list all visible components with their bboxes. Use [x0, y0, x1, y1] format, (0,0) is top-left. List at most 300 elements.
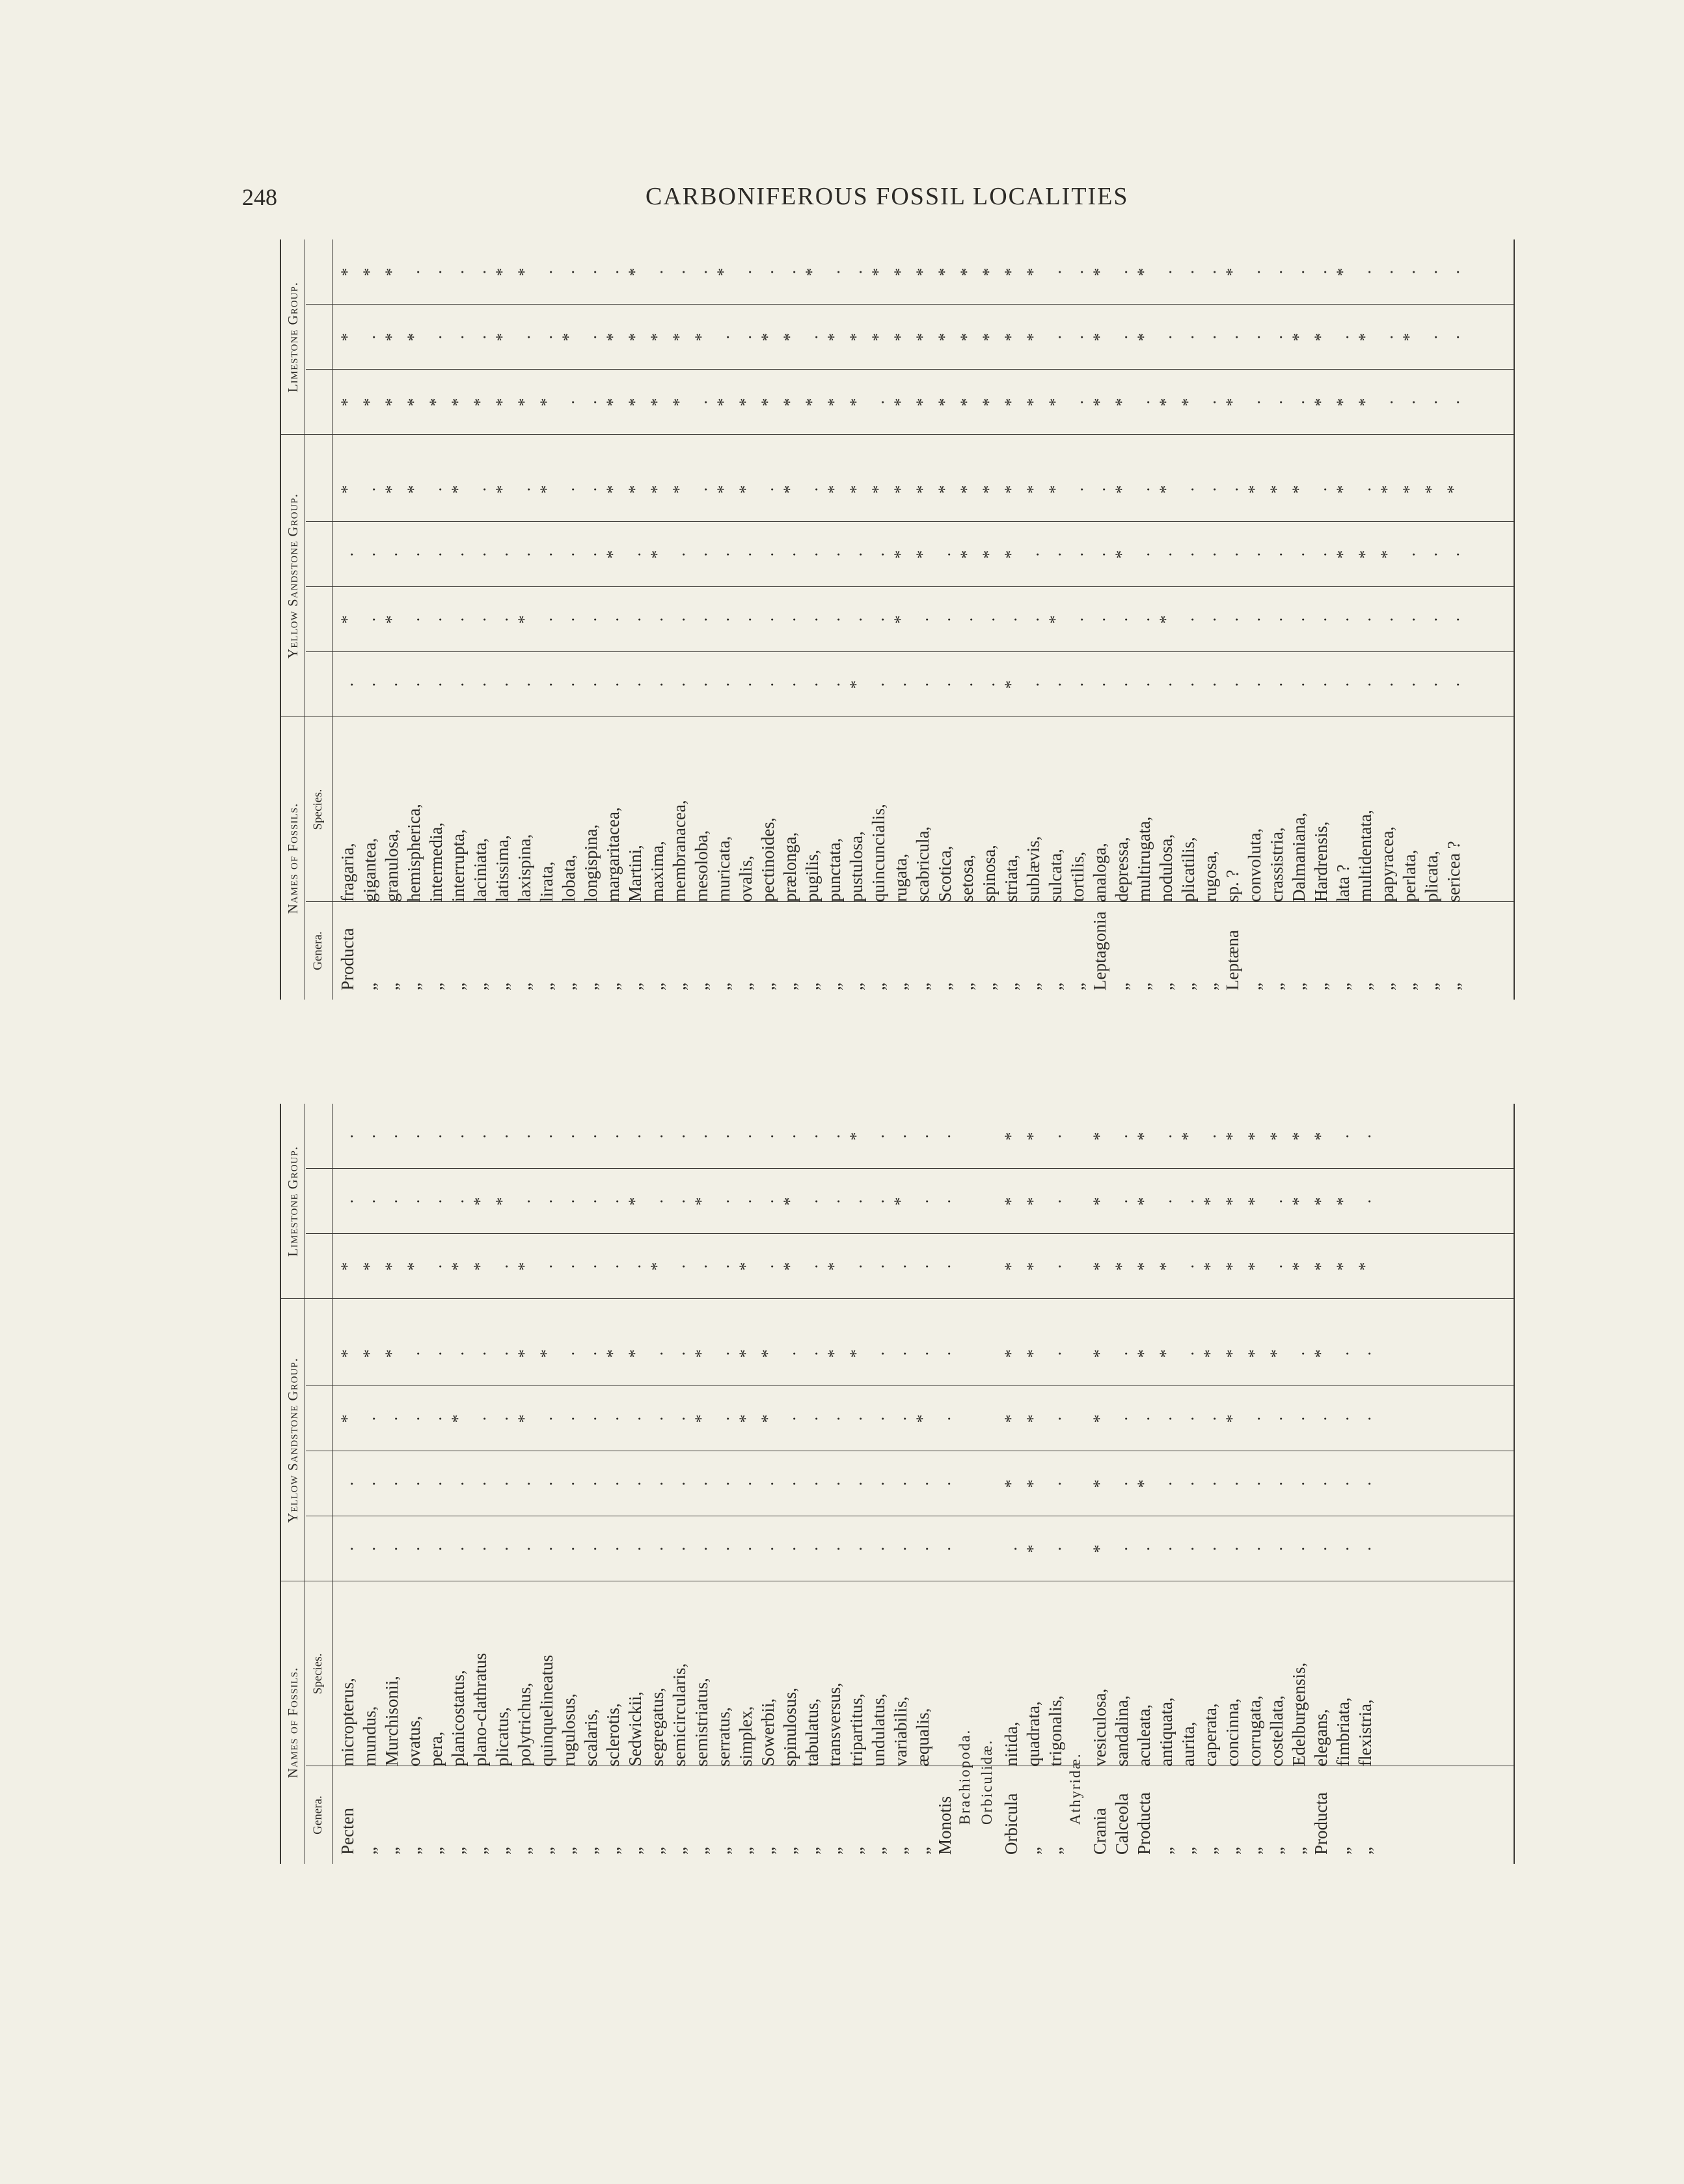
absence-dot: . [360, 1199, 379, 1204]
absence-dot: . [1024, 682, 1042, 687]
species-name: Dalmaniana, [1289, 812, 1309, 902]
genus-name: „ [758, 1847, 778, 1855]
absence-dot: . [1156, 682, 1175, 687]
occurrence-asterisk: * [382, 267, 401, 277]
absence-dot: . [448, 1546, 467, 1551]
occurrence-asterisk: * [647, 1262, 666, 1271]
species-name: sp. ? [1223, 869, 1242, 902]
occurrence-asterisk: * [1289, 333, 1308, 342]
occurrence-asterisk: * [758, 1414, 777, 1423]
species-name: striata, [1001, 854, 1021, 902]
absence-dot: . [1400, 400, 1419, 405]
absence-dot: . [404, 269, 423, 275]
fossil-row [1333, 1104, 1353, 1864]
absence-dot: . [559, 1351, 578, 1356]
occurrence-asterisk: * [1267, 1349, 1286, 1358]
fossil-row [1288, 239, 1309, 1000]
occurrence-asterisk: * [1245, 1132, 1264, 1141]
absence-dot: . [1024, 617, 1042, 622]
absence-dot: . [625, 1416, 644, 1421]
genus-name: „ [714, 1847, 733, 1855]
absence-dot: . [515, 1134, 534, 1139]
absence-dot: . [1245, 682, 1264, 687]
absence-dot: . [1134, 617, 1153, 622]
occurrence-asterisk: * [824, 1262, 843, 1271]
occurrence-asterisk: * [891, 615, 910, 624]
absence-dot: . [515, 334, 534, 340]
genus-name: „ [603, 983, 623, 990]
absence-dot: . [493, 682, 511, 687]
occurrence-asterisk: * [470, 1262, 489, 1271]
fossil-row [1244, 1104, 1265, 1864]
occurrence-asterisk: * [382, 615, 401, 624]
species-name: trigonalis, [1046, 1695, 1065, 1766]
occurrence-asterisk: * [1245, 1349, 1264, 1358]
species-name: plano-clathratus [470, 1653, 490, 1766]
yellow-sandstone-group-header: Yellow Sandstone Group. [284, 493, 301, 659]
occurrence-asterisk: * [847, 1132, 865, 1141]
absence-dot: . [758, 1134, 777, 1139]
absence-dot: . [603, 1481, 622, 1486]
absence-dot: . [736, 269, 755, 275]
absence-dot: . [935, 1134, 954, 1139]
absence-dot: . [913, 1481, 932, 1486]
absence-dot: . [470, 1481, 489, 1486]
genus-name: „ [957, 983, 977, 990]
occurrence-asterisk: * [736, 485, 755, 494]
fossil-row [647, 239, 668, 1000]
absence-dot: . [1201, 1416, 1219, 1421]
species-name: depressa, [1112, 837, 1132, 902]
absence-dot: . [670, 1351, 688, 1356]
absence-dot: . [670, 1481, 688, 1486]
occurrence-asterisk: * [1267, 485, 1286, 494]
occurrence-asterisk: * [338, 267, 357, 277]
absence-dot: . [1333, 1416, 1352, 1421]
occurrence-asterisk: * [1024, 1262, 1042, 1271]
absence-dot: . [1112, 334, 1131, 340]
occurrence-asterisk: * [847, 485, 865, 494]
fossil-row [1134, 1104, 1154, 1864]
absence-dot: . [1355, 1351, 1374, 1356]
absence-dot: . [714, 1134, 733, 1139]
genus-name: „ [1134, 983, 1154, 990]
absence-dot: . [670, 1199, 688, 1204]
absence-dot: . [426, 1351, 445, 1356]
genus-name: „ [360, 1847, 379, 1855]
absence-dot: . [869, 1134, 888, 1139]
genus-name: „ [1267, 983, 1286, 990]
species-name: sclerotis, [603, 1703, 623, 1766]
absence-dot: . [1201, 269, 1219, 275]
occurrence-asterisk: * [891, 550, 910, 559]
occurrence-asterisk: * [603, 485, 622, 494]
absence-dot: . [692, 1264, 711, 1269]
species-name: sandalina, [1112, 1695, 1132, 1766]
absence-dot: . [647, 617, 666, 622]
genus-name: „ [1333, 1847, 1353, 1855]
occurrence-asterisk: * [1134, 1262, 1153, 1271]
species-name: caperata, [1201, 1703, 1220, 1766]
absence-dot: . [714, 1416, 733, 1421]
absence-dot: . [824, 269, 843, 275]
occurrence-asterisk: * [1112, 1262, 1131, 1271]
occurrence-asterisk: * [1311, 1349, 1330, 1358]
absence-dot: . [515, 682, 534, 687]
absence-dot: . [780, 1481, 799, 1486]
absence-dot: . [1068, 617, 1087, 622]
occurrence-asterisk: * [515, 398, 534, 407]
genus-name: „ [559, 1847, 578, 1855]
running-head: CARBONIFEROUS FOSSIL LOCALITIES [645, 183, 1129, 210]
genus-name: „ [515, 1847, 534, 1855]
column-header-species: Species. [311, 1653, 325, 1695]
absence-dot: . [1201, 400, 1219, 405]
occurrence-asterisk: * [957, 333, 976, 342]
occurrence-asterisk: * [1090, 267, 1109, 277]
absence-dot: . [736, 617, 755, 622]
occurrence-asterisk: * [714, 398, 733, 407]
species-name: pustulosa, [847, 831, 866, 902]
genus-name: „ [603, 1847, 623, 1855]
occurrence-asterisk: * [847, 1349, 865, 1358]
absence-dot: . [515, 552, 534, 557]
genus-name: Producta [1134, 1792, 1154, 1855]
absence-dot: . [647, 682, 666, 687]
occurrence-asterisk: * [780, 485, 799, 494]
occurrence-asterisk: * [670, 333, 688, 342]
species-name: antiquata, [1156, 1697, 1176, 1766]
occurrence-asterisk: * [670, 398, 688, 407]
fossil-row [1266, 239, 1287, 1000]
column-header-undefined [306, 1169, 331, 1234]
species-name: maxima, [647, 841, 667, 902]
absence-dot: . [448, 552, 467, 557]
genus-name: „ [847, 983, 866, 990]
absence-dot: . [670, 1134, 688, 1139]
occurrence-asterisk: * [338, 615, 357, 624]
species-name: elegans, [1311, 1709, 1331, 1766]
absence-dot: . [1267, 334, 1286, 340]
occurrence-asterisk: * [1245, 485, 1264, 494]
genus-name: „ [625, 983, 645, 990]
occurrence-asterisk: * [1046, 485, 1065, 494]
absence-dot: . [670, 269, 688, 275]
species-name: lirata, [537, 861, 556, 902]
fossil-row [802, 1104, 822, 1864]
absence-dot: . [1223, 1481, 1242, 1486]
occurrence-asterisk: * [647, 333, 666, 342]
occurrence-asterisk: * [1024, 333, 1042, 342]
genus-name: „ [670, 1847, 689, 1855]
absence-dot: . [736, 1481, 755, 1486]
yellow-sandstone-group-header: Yellow Sandstone Group. [284, 1358, 301, 1523]
occurrence-asterisk: * [1001, 333, 1020, 342]
absence-dot: . [913, 682, 932, 687]
fossil-row [514, 239, 535, 1000]
absence-dot: . [559, 1546, 578, 1551]
absence-dot: . [404, 1199, 423, 1204]
occurrence-asterisk: * [979, 485, 998, 494]
occurrence-asterisk: * [1223, 1197, 1242, 1206]
fossil-row [580, 1104, 601, 1864]
absence-dot: . [1223, 552, 1242, 557]
absence-dot: . [1400, 269, 1419, 275]
occurrence-asterisk: * [360, 398, 379, 407]
absence-dot: . [493, 1481, 511, 1486]
genus-name: „ [935, 983, 955, 990]
species-name: micropterus, [338, 1678, 357, 1766]
absence-dot: . [1112, 1134, 1131, 1139]
absence-dot: . [1444, 334, 1463, 340]
occurrence-asterisk: * [1024, 398, 1042, 407]
fossil-row [403, 239, 424, 1000]
occurrence-asterisk: * [869, 267, 888, 277]
fossil-row [625, 239, 645, 1000]
absence-dot: . [559, 1481, 578, 1486]
names-of-fossils-header: Names of Fossils. [284, 1667, 301, 1779]
absence-dot: . [559, 1264, 578, 1269]
species-name: semistriatus, [692, 1678, 711, 1766]
fossil-row [868, 1104, 889, 1864]
absence-dot: . [736, 1134, 755, 1139]
limestone-group-header: Limestone Group. [284, 281, 301, 393]
occurrence-asterisk: * [1001, 1479, 1020, 1488]
species-name: segregatus, [647, 1687, 667, 1766]
occurrence-asterisk: * [824, 1349, 843, 1358]
species-name: aurita, [1178, 1721, 1198, 1766]
column-header-undefined [306, 239, 331, 305]
species-name: setosa, [957, 854, 977, 902]
absence-dot: . [1178, 617, 1197, 622]
absence-dot: . [1289, 400, 1308, 405]
absence-dot: . [1046, 334, 1065, 340]
genus-name: „ [780, 1847, 800, 1855]
occurrence-asterisk: * [869, 485, 888, 494]
species-name: papyracea, [1378, 826, 1397, 902]
occurrence-asterisk: * [847, 333, 865, 342]
occurrence-asterisk: * [515, 1349, 534, 1358]
absence-dot: . [493, 1264, 511, 1269]
absence-dot: . [581, 1481, 600, 1486]
absence-dot: . [1267, 1481, 1286, 1486]
absence-dot: . [1267, 1416, 1286, 1421]
absence-dot: . [559, 1416, 578, 1421]
absence-dot: . [537, 1481, 556, 1486]
occurrence-asterisk: * [714, 267, 733, 277]
fossil-row [1067, 239, 1088, 1000]
absence-dot: . [1134, 1546, 1153, 1551]
absence-dot: . [891, 682, 910, 687]
absence-dot: . [1178, 269, 1197, 275]
absence-dot: . [1112, 617, 1131, 622]
absence-dot: . [802, 1546, 821, 1551]
occurrence-asterisk: * [780, 398, 799, 407]
genus-name: „ [1178, 1847, 1198, 1855]
species-name: serratus, [714, 1707, 733, 1766]
occurrence-asterisk: * [1333, 1197, 1352, 1206]
absence-dot: . [692, 682, 711, 687]
occurrence-asterisk: * [1311, 1197, 1330, 1206]
absence-dot: . [493, 1546, 511, 1551]
occurrence-asterisk: * [1333, 550, 1352, 559]
species-name: tortilis, [1068, 851, 1087, 902]
genus-name: „ [1201, 983, 1220, 990]
species-name: Murchisonii, [382, 1676, 401, 1766]
absence-dot: . [603, 617, 622, 622]
occurrence-asterisk: * [1245, 1262, 1264, 1271]
occurrence-asterisk: * [935, 398, 954, 407]
fossil-row [448, 239, 469, 1000]
absence-dot: . [382, 1416, 401, 1421]
species-name: lobata, [559, 854, 578, 902]
absence-dot: . [1156, 269, 1175, 275]
fossil-row [1089, 1104, 1110, 1864]
absence-dot: . [360, 487, 379, 492]
species-name: polytrichus, [515, 1682, 534, 1766]
occurrence-asterisk: * [1024, 1132, 1042, 1141]
absence-dot: . [426, 1199, 445, 1204]
fossil-row [470, 1104, 491, 1864]
occurrence-asterisk: * [714, 485, 733, 494]
absence-dot: . [802, 334, 821, 340]
absence-dot: . [670, 1546, 688, 1551]
absence-dot: . [1333, 682, 1352, 687]
absence-dot: . [647, 1134, 666, 1139]
fossil-row [536, 239, 557, 1000]
genus-name: „ [647, 1847, 667, 1855]
absence-dot: . [470, 617, 489, 622]
occurrence-asterisk: * [979, 333, 998, 342]
occurrence-asterisk: * [1001, 1132, 1020, 1141]
genus-name: „ [1245, 1847, 1264, 1855]
occurrence-asterisk: * [891, 1197, 910, 1206]
absence-dot: . [537, 552, 556, 557]
absence-dot: . [338, 682, 357, 687]
occurrence-asterisk: * [338, 1414, 357, 1423]
species-name: tripartitus, [847, 1693, 866, 1766]
absence-dot: . [1311, 682, 1330, 687]
genus-name: „ [1400, 983, 1419, 990]
absence-dot: . [470, 1134, 489, 1139]
column-header-undefined [306, 1386, 331, 1451]
occurrence-asterisk: * [1134, 1197, 1153, 1206]
absence-dot: . [1112, 1481, 1131, 1486]
occurrence-asterisk: * [1090, 1262, 1109, 1271]
occurrence-asterisk: * [559, 333, 578, 342]
species-name: pectinoides, [758, 817, 778, 902]
occurrence-asterisk: * [913, 1414, 932, 1423]
genus-name: „ [692, 1847, 711, 1855]
fossil-row [890, 1104, 911, 1864]
absence-dot: . [1355, 1134, 1374, 1139]
fossil-row [1089, 239, 1110, 1000]
occurrence-asterisk: * [869, 333, 888, 342]
occurrence-asterisk: * [338, 1262, 357, 1271]
absence-dot: . [1046, 1264, 1065, 1269]
species-name: scalaris, [581, 1709, 601, 1766]
absence-dot: . [625, 552, 644, 557]
occurrence-asterisk: * [537, 398, 556, 407]
occurrence-asterisk: * [913, 398, 932, 407]
absence-dot: . [581, 487, 600, 492]
absence-dot: . [426, 682, 445, 687]
occurrence-asterisk: * [493, 1197, 511, 1206]
absence-dot: . [670, 1264, 688, 1269]
absence-dot: . [692, 552, 711, 557]
occurrence-asterisk: * [847, 680, 865, 689]
absence-dot: . [581, 1264, 600, 1269]
absence-dot: . [802, 1134, 821, 1139]
occurrence-asterisk: * [1400, 333, 1419, 342]
fossil-row [426, 1104, 446, 1864]
absence-dot: . [891, 1264, 910, 1269]
genus-name: „ [1267, 1847, 1286, 1855]
absence-dot: . [603, 1264, 622, 1269]
absence-dot: . [1201, 487, 1219, 492]
absence-dot: . [625, 1481, 644, 1486]
species-name: sulcata, [1046, 849, 1065, 902]
absence-dot: . [1046, 552, 1065, 557]
occurrence-asterisk: * [1289, 1132, 1308, 1141]
species-name: plicatus, [493, 1707, 512, 1766]
genus-name: „ [1355, 1847, 1375, 1855]
absence-dot: . [1090, 487, 1109, 492]
absence-dot: . [404, 617, 423, 622]
fossil-row [1266, 1104, 1287, 1864]
fossil-row [603, 239, 623, 1000]
occurrence-asterisk: * [1134, 1479, 1153, 1488]
occurrence-asterisk: * [647, 485, 666, 494]
fossil-row [868, 239, 889, 1000]
absence-dot: . [1422, 617, 1441, 622]
genus-name: „ [736, 983, 755, 990]
absence-dot: . [404, 1416, 423, 1421]
absence-dot: . [802, 487, 821, 492]
fossil-row [890, 239, 911, 1000]
absence-dot: . [1267, 1264, 1286, 1269]
occurrence-asterisk: * [625, 1349, 644, 1358]
species-name: mundus, [360, 1706, 379, 1766]
absence-dot: . [537, 1546, 556, 1551]
absence-dot: . [625, 682, 644, 687]
absence-dot: . [426, 617, 445, 622]
absence-dot: . [1245, 617, 1264, 622]
fossil-row [1377, 239, 1398, 1000]
genus-name: „ [824, 1847, 844, 1855]
limestone-group-header: Limestone Group. [284, 1145, 301, 1257]
species-name: corrugata, [1245, 1695, 1264, 1766]
genus-name: „ [493, 1847, 512, 1855]
column-header-undefined [306, 1516, 331, 1581]
occurrence-asterisk: * [338, 398, 357, 407]
fossil-row [1111, 1104, 1132, 1864]
absence-dot: . [824, 1134, 843, 1139]
occurrence-asterisk: * [625, 1197, 644, 1206]
fossil-row [337, 239, 358, 1000]
absence-dot: . [1422, 682, 1441, 687]
absence-dot: . [360, 1546, 379, 1551]
occurrence-asterisk: * [493, 267, 511, 277]
species-name: pugilis, [802, 849, 822, 902]
occurrence-asterisk: * [1090, 1132, 1109, 1141]
genus-name: „ [360, 983, 379, 990]
species-name: hemispherica, [404, 804, 424, 902]
species-name: Sowerbii, [758, 1698, 778, 1766]
absence-dot: . [470, 1416, 489, 1421]
fossil-row [603, 1104, 623, 1864]
genus-name: „ [1024, 1847, 1043, 1855]
